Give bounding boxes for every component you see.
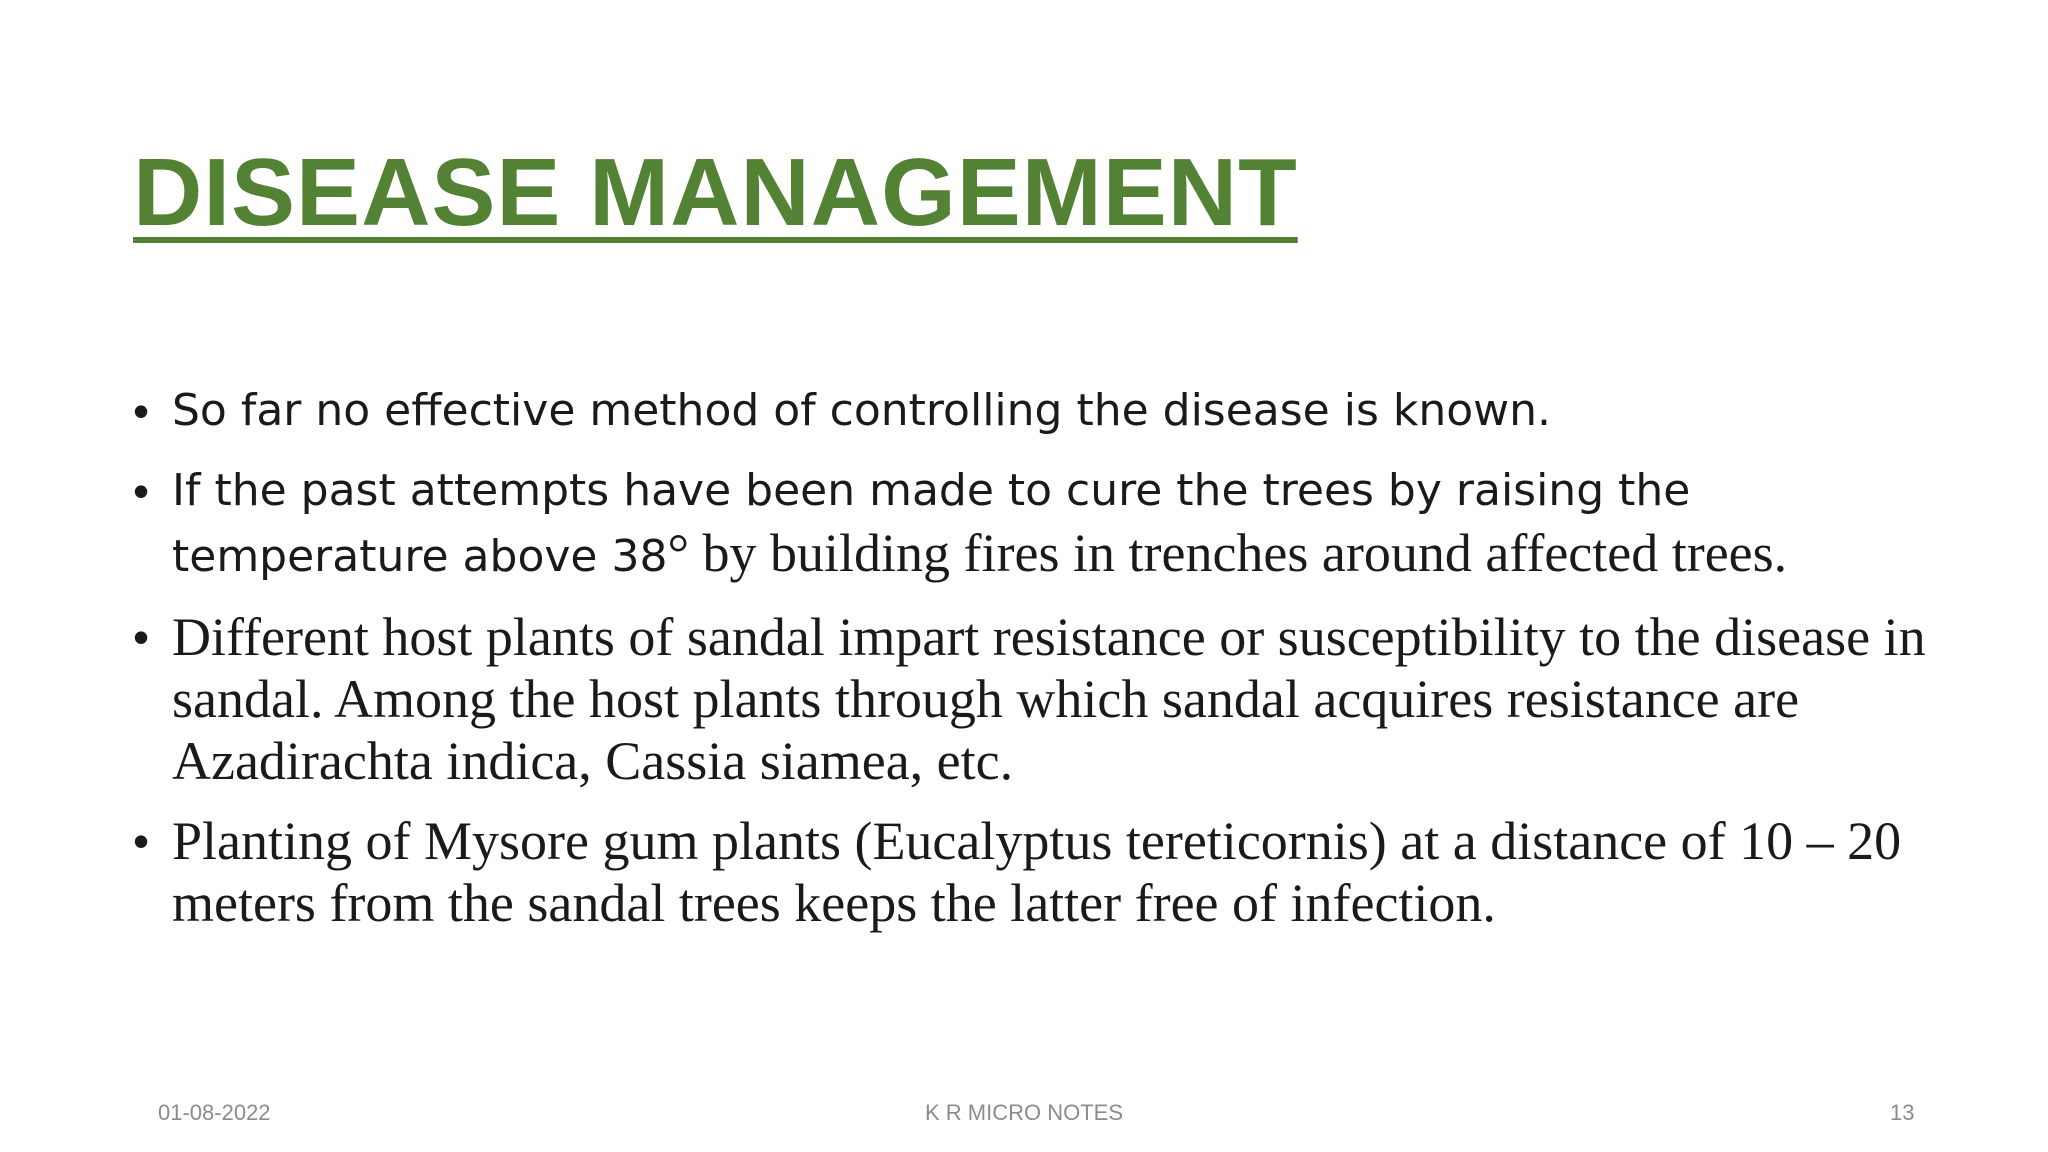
bullet-text-continued: ° by building fires in trenches around affected trees. <box>667 523 1788 583</box>
bullet-text: Different host plants of sandal impart resistance or susceptibility to the disease in sandal. Among the host plants through which sandal acquires resistance are Azadirachta indica, Cassia siamea, etc. <box>172 607 1926 791</box>
bullet-marker: • <box>133 385 150 437</box>
bullet-text: If the past attempts have been made to cure the trees by raising the temperature above 38 <box>172 465 1691 582</box>
slide-title: DISEASE MANAGEMENT <box>133 139 1298 246</box>
bullet-marker: • <box>133 465 150 517</box>
footer-title: K R MICRO NOTES <box>924 1100 1124 1125</box>
bullet-marker: • <box>133 815 150 867</box>
bullet-item <box>133 380 1933 442</box>
footer-date: 01-08-2022 <box>158 1100 271 1125</box>
bullet-item <box>133 810 1933 934</box>
bullet-list <box>133 380 1933 952</box>
bullet-marker: • <box>133 611 150 663</box>
bullet-item <box>133 606 1933 792</box>
page-number: 13 <box>1890 1100 1915 1125</box>
bullet-text: Planting of Mysore gum plants (Eucalyptus tereticornis) at a distance of 10 – 20 meters from the sandal trees keeps the latter free of infection. <box>172 811 1902 933</box>
bullet-text: So far no effective method of controlling the disease is known. <box>172 385 1552 436</box>
bullet-item <box>133 460 1933 588</box>
